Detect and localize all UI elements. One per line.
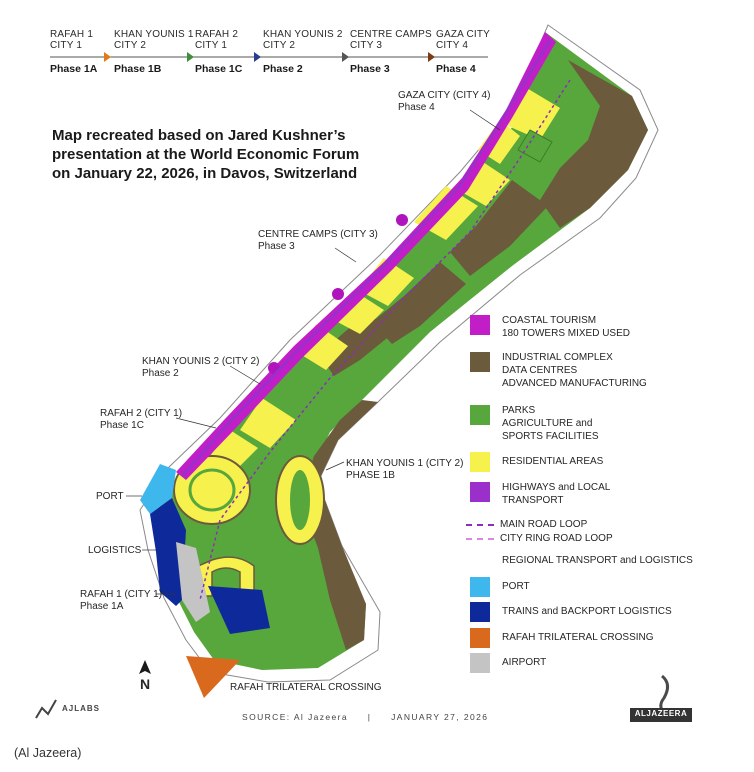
headline-line: Map recreated based on Jared Kushner’s [52, 127, 346, 144]
legend-line-swatch [466, 524, 494, 526]
timeline-phase: Phase 1B [114, 63, 162, 75]
timeline-item-1 [50, 29, 93, 51]
timeline-city: CENTRE CAMPS [350, 29, 432, 40]
label-phase: Phase 1C [100, 420, 144, 431]
timeline-arrow-icon [104, 52, 111, 62]
legend-swatch [470, 602, 490, 622]
legend-label: SPORTS FACILITIES [502, 431, 599, 442]
legend-label: PARKS [502, 405, 536, 416]
timeline-phase: Phase 1A [50, 63, 98, 75]
label-title: GAZA CITY (CITY 4) [398, 90, 491, 101]
legend-residential [470, 451, 603, 472]
label-rafah-crossing: RAFAH TRILATERAL CROSSING [230, 682, 382, 693]
timeline-arrow-icon [428, 52, 435, 62]
ajlabs-brand: AJLABS [62, 704, 101, 713]
timeline-arrow-icon [187, 52, 194, 62]
legend-highways [470, 481, 610, 507]
legend-label: PORT [502, 581, 530, 592]
source-separator: | [367, 712, 372, 722]
label-phase: Phase 4 [398, 102, 435, 113]
label-title: RAFAH 1 (CITY 1) [80, 589, 163, 600]
timeline-phase: Phase 4 [436, 63, 476, 75]
label-phase: Phase 2 [142, 368, 179, 379]
footer-source [242, 712, 488, 722]
legend-swatch [470, 577, 490, 597]
label-rafah-2 [100, 408, 182, 432]
north-label: N [140, 676, 151, 692]
legend-label: AGRICULTURE and [502, 418, 593, 429]
timeline-city-number: CITY 1 [50, 40, 83, 51]
leader-line [326, 462, 344, 470]
timeline-phase: Phase 1C [195, 63, 243, 75]
legend-label: TRAINS and BACKPORT LOGISTICS [502, 606, 672, 617]
legend-label: AIRPORT [502, 657, 547, 668]
legend-swatch [470, 352, 490, 372]
legend-label: COASTAL TOURISM [502, 315, 597, 326]
label-title: KHAN YOUNIS 1 (CITY 2) [346, 458, 464, 469]
legend-main-road [466, 518, 587, 531]
timeline-city-number: CITY 1 [195, 40, 228, 51]
legend-label: DATA CENTRES [502, 365, 578, 376]
headline-line: on January 22, 2026, in Davos, Switzerland [52, 165, 358, 182]
timeline-city: KHAN YOUNIS 2 [263, 29, 343, 40]
label-gaza-city [398, 90, 490, 114]
legend-label: ADVANCED MANUFACTURING [502, 378, 647, 389]
tower-node [396, 214, 408, 226]
label-khan-younis-1 [346, 458, 463, 482]
timeline-item-2 [114, 29, 194, 51]
headline-line: presentation at the World Economic Forum [52, 146, 360, 163]
image-caption: (Al Jazeera) [14, 746, 82, 760]
timeline-city-number: CITY 2 [114, 40, 147, 51]
legend-swatch [470, 482, 490, 502]
label-title: CENTRE CAMPS (CITY 3) [258, 229, 378, 240]
tower-node [332, 288, 344, 300]
legend-ring-road [466, 532, 613, 545]
legend-label: REGIONAL TRANSPORT and LOGISTICS [502, 555, 693, 566]
label-phase: Phase 1A [80, 601, 124, 612]
legend-port [470, 576, 530, 597]
label-phase: PHASE 1B [346, 470, 395, 481]
legend-regional [502, 554, 693, 567]
legend-swatch [470, 452, 490, 472]
ajlabs-logo-icon [36, 700, 56, 718]
timeline-arrow-icon [254, 52, 261, 62]
timeline-city: RAFAH 2 [195, 29, 239, 40]
legend-label: RESIDENTIAL AREAS [502, 456, 604, 467]
north-arrow-icon [139, 660, 151, 674]
timeline-item-5 [350, 29, 432, 51]
label-khan-younis-2 [142, 356, 259, 380]
legend-label: MAIN ROAD LOOP [500, 519, 588, 530]
label-port: PORT [96, 491, 124, 502]
timeline-item-3 [195, 29, 238, 51]
label-phase: Phase 3 [258, 241, 295, 252]
legend-label: TRANSPORT [502, 495, 564, 506]
timeline-arrow-icon [342, 52, 349, 62]
legend-parks [470, 404, 599, 443]
timeline-phase: Phase 3 [350, 63, 390, 75]
legend-trains [470, 601, 672, 622]
label-title: KHAN YOUNIS 2 (CITY 2) [142, 356, 260, 367]
source-date: JANUARY 27, 2026 [391, 712, 489, 722]
legend-label: INDUSTRIAL COMPLEX [502, 352, 613, 363]
timeline-item-4 [263, 29, 343, 51]
aljazeera-logo-text: ALJAZEERA [634, 709, 688, 718]
label-title: RAFAH 2 (CITY 1) [100, 408, 183, 419]
legend-swatch [470, 653, 490, 673]
legend-crossing [470, 627, 654, 648]
legend-industrial [470, 351, 647, 390]
legend-coastal [470, 314, 630, 340]
label-centre-camps [258, 229, 378, 253]
legend-label: HIGHWAYS and LOCAL [502, 482, 611, 493]
source-text: SOURCE: Al Jazeera [242, 712, 348, 722]
headline [52, 126, 412, 183]
timeline-city-number: CITY 4 [436, 40, 469, 51]
legend-line-swatch [466, 538, 494, 540]
legend-swatch [470, 405, 490, 425]
timeline-city: RAFAH 1 [50, 29, 94, 40]
timeline-city: KHAN YOUNIS 1 [114, 29, 194, 40]
timeline-item-6 [436, 29, 490, 51]
label-rafah-1 [80, 589, 162, 613]
timeline-city: GAZA CITY [436, 29, 491, 40]
timeline-city-number: CITY 3 [350, 40, 383, 51]
timeline-city-number: CITY 2 [263, 40, 296, 51]
legend-swatch [470, 315, 490, 335]
legend-label: 180 TOWERS MIXED USED [502, 328, 630, 339]
legend-label: RAFAH TRILATERAL CROSSING [502, 632, 654, 643]
timeline-phase: Phase 2 [263, 63, 303, 75]
legend-swatch [470, 628, 490, 648]
legend-airport [470, 652, 546, 673]
khan-younis-oval-park [290, 470, 310, 530]
legend-label: CITY RING ROAD LOOP [500, 533, 613, 544]
label-logistics: LOGISTICS [88, 545, 142, 556]
